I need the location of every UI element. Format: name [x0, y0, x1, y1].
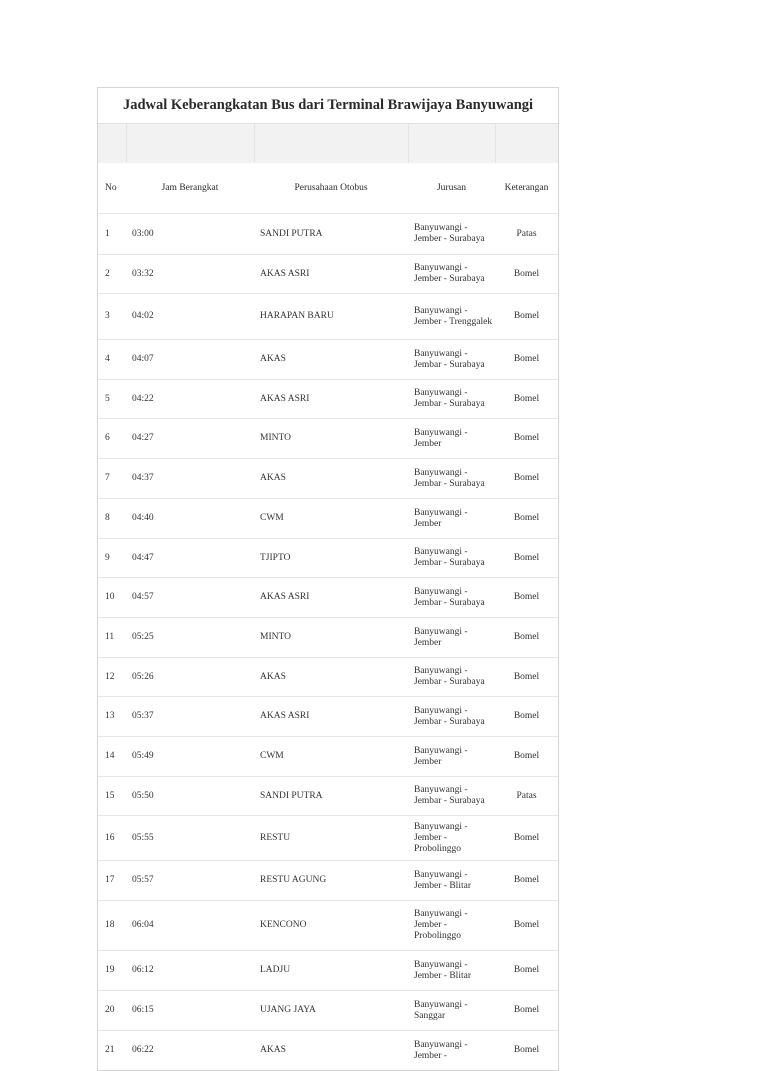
cell-route: Banyuwangi - Jembar - Surabaya — [408, 340, 495, 380]
cell-company: TJIPTO — [254, 539, 408, 578]
cell-note: Bomel — [495, 861, 558, 901]
cell-note: Bomel — [495, 951, 558, 991]
table-row — [98, 499, 558, 539]
cell-note: Bomel — [495, 991, 558, 1031]
cell-route: Banyuwangi - Jember - Surabaya — [408, 255, 495, 294]
cell-company: HARAPAN BARU — [254, 294, 408, 340]
table-row — [98, 618, 558, 658]
table-row — [98, 901, 558, 951]
table-row — [98, 340, 558, 380]
header-route: Jurusan — [436, 182, 467, 193]
cell-company: MINTO — [254, 618, 408, 658]
blank-cell — [408, 124, 495, 163]
cell-no: 18 — [98, 901, 126, 951]
cell-route: Banyuwangi - Jembar - Surabaya — [408, 539, 495, 578]
cell-company: AKAS ASRI — [254, 578, 408, 618]
cell-route: Banyuwangi - Jembar - Surabaya — [408, 777, 495, 816]
cell-note: Patas — [495, 777, 558, 816]
cell-note: Bomel — [495, 255, 558, 294]
cell-note: Bomel — [495, 901, 558, 951]
cell-no: 20 — [98, 991, 126, 1031]
cell-company: AKAS — [254, 340, 408, 380]
cell-route: Banyuwangi - Jember - — [408, 1031, 495, 1071]
table-row — [98, 816, 558, 861]
cell-route: Banyuwangi - Jember - Surabaya — [408, 214, 495, 255]
table-row — [98, 697, 558, 737]
cell-no: 5 — [98, 380, 126, 419]
cell-note: Bomel — [495, 539, 558, 578]
cell-time: 04:40 — [126, 499, 254, 539]
cell-no: 10 — [98, 578, 126, 618]
cell-note: Bomel — [495, 816, 558, 861]
cell-time: 04:22 — [126, 380, 254, 419]
cell-time: 04:37 — [126, 459, 254, 499]
table-row — [98, 777, 558, 816]
cell-route: Banyuwangi - Jember - Probolinggo — [408, 901, 495, 951]
cell-note: Bomel — [495, 340, 558, 380]
cell-no: 14 — [98, 737, 126, 777]
cell-time: 05:25 — [126, 618, 254, 658]
schedule-table-container — [97, 87, 559, 1071]
cell-time: 04:07 — [126, 340, 254, 380]
cell-no: 8 — [98, 499, 126, 539]
cell-route: Banyuwangi - Jember — [408, 499, 495, 539]
cell-time: 06:22 — [126, 1031, 254, 1071]
cell-note: Bomel — [495, 380, 558, 419]
cell-note: Bomel — [495, 459, 558, 499]
cell-route: Banyuwangi - Jember - Blitar — [408, 951, 495, 991]
cell-no: 17 — [98, 861, 126, 901]
table-row — [98, 294, 558, 340]
cell-time: 05:50 — [126, 777, 254, 816]
cell-no: 7 — [98, 459, 126, 499]
table-row — [98, 255, 558, 294]
header-note: Keterangan — [504, 182, 549, 193]
cell-company: AKAS ASRI — [254, 697, 408, 737]
cell-time: 04:27 — [126, 419, 254, 459]
cell-time: 05:26 — [126, 658, 254, 697]
cell-company: KENCONO — [254, 901, 408, 951]
cell-no: 1 — [98, 214, 126, 255]
cell-route: Banyuwangi - Jember — [408, 419, 495, 459]
cell-route: Banyuwangi - Jembar - Surabaya — [408, 697, 495, 737]
blank-cell — [126, 124, 254, 163]
cell-note: Bomel — [495, 419, 558, 459]
cell-route: Banyuwangi - Sanggar — [408, 991, 495, 1031]
cell-company: CWM — [254, 499, 408, 539]
cell-route: Banyuwangi - Jembar - Surabaya — [408, 380, 495, 419]
cell-note: Bomel — [495, 1031, 558, 1071]
cell-company: AKAS ASRI — [254, 380, 408, 419]
cell-no: 2 — [98, 255, 126, 294]
table-row — [98, 991, 558, 1031]
table-row — [98, 658, 558, 697]
table-row — [98, 214, 558, 255]
cell-route: Banyuwangi - Jember - Probolinggo — [408, 816, 495, 861]
cell-time: 05:37 — [126, 697, 254, 737]
cell-no: 15 — [98, 777, 126, 816]
cell-company: MINTO — [254, 419, 408, 459]
blank-cell — [254, 124, 408, 163]
cell-time: 03:00 — [126, 214, 254, 255]
cell-time: 04:47 — [126, 539, 254, 578]
cell-time: 05:57 — [126, 861, 254, 901]
table-row — [98, 737, 558, 777]
cell-time: 05:55 — [126, 816, 254, 861]
cell-note: Bomel — [495, 658, 558, 697]
cell-note: Bomel — [495, 294, 558, 340]
cell-company: SANDI PUTRA — [254, 214, 408, 255]
cell-route: Banyuwangi - Jembar - Surabaya — [408, 459, 495, 499]
table-row — [98, 539, 558, 578]
cell-time: 06:15 — [126, 991, 254, 1031]
cell-route: Banyuwangi - Jember — [408, 618, 495, 658]
cell-no: 11 — [98, 618, 126, 658]
cell-no: 12 — [98, 658, 126, 697]
cell-no: 4 — [98, 340, 126, 380]
cell-note: Bomel — [495, 618, 558, 658]
cell-company: RESTU — [254, 816, 408, 861]
cell-time: 06:04 — [126, 901, 254, 951]
cell-route: Banyuwangi - Jember - Trenggalek — [408, 294, 495, 340]
cell-route: Banyuwangi - Jember - Blitar — [408, 861, 495, 901]
blank-cell — [98, 124, 126, 163]
cell-time: 05:49 — [126, 737, 254, 777]
cell-no: 16 — [98, 816, 126, 861]
table-row — [98, 861, 558, 901]
blank-row — [98, 124, 558, 163]
cell-note: Bomel — [495, 578, 558, 618]
header-no: No — [105, 182, 117, 193]
table-row — [98, 459, 558, 499]
cell-no: 19 — [98, 951, 126, 991]
schedule-table — [98, 124, 558, 1070]
cell-time: 03:32 — [126, 255, 254, 294]
cell-note: Bomel — [495, 737, 558, 777]
cell-company: SANDI PUTRA — [254, 777, 408, 816]
cell-company: AKAS — [254, 1031, 408, 1071]
table-row — [98, 951, 558, 991]
cell-route: Banyuwangi - Jembar - Surabaya — [408, 578, 495, 618]
cell-route: Banyuwangi - Jember — [408, 737, 495, 777]
table-title: Jadwal Keberangkatan Bus dari Terminal Brawijaya Banyuwangi — [98, 88, 558, 124]
cell-time: 04:02 — [126, 294, 254, 340]
cell-no: 21 — [98, 1031, 126, 1071]
cell-no: 13 — [98, 697, 126, 737]
cell-company: CWM — [254, 737, 408, 777]
table-row — [98, 419, 558, 459]
cell-route: Banyuwangi - Jembar - Surabaya — [408, 658, 495, 697]
cell-company: AKAS ASRI — [254, 255, 408, 294]
cell-no: 6 — [98, 419, 126, 459]
header-company: Perusahaan Otobus — [294, 182, 368, 193]
cell-note: Patas — [495, 214, 558, 255]
cell-note: Bomel — [495, 697, 558, 737]
blank-cell — [495, 124, 558, 163]
cell-company: RESTU AGUNG — [254, 861, 408, 901]
header-row — [98, 163, 558, 214]
cell-company: UJANG JAYA — [254, 991, 408, 1031]
cell-company: AKAS — [254, 658, 408, 697]
table-row — [98, 578, 558, 618]
table-row — [98, 1031, 558, 1071]
cell-company: AKAS — [254, 459, 408, 499]
cell-time: 06:12 — [126, 951, 254, 991]
table-row — [98, 380, 558, 419]
cell-time: 04:57 — [126, 578, 254, 618]
header-time: Jam Berangkat — [161, 182, 219, 193]
cell-company: LADJU — [254, 951, 408, 991]
cell-note: Bomel — [495, 499, 558, 539]
cell-no: 9 — [98, 539, 126, 578]
cell-no: 3 — [98, 294, 126, 340]
